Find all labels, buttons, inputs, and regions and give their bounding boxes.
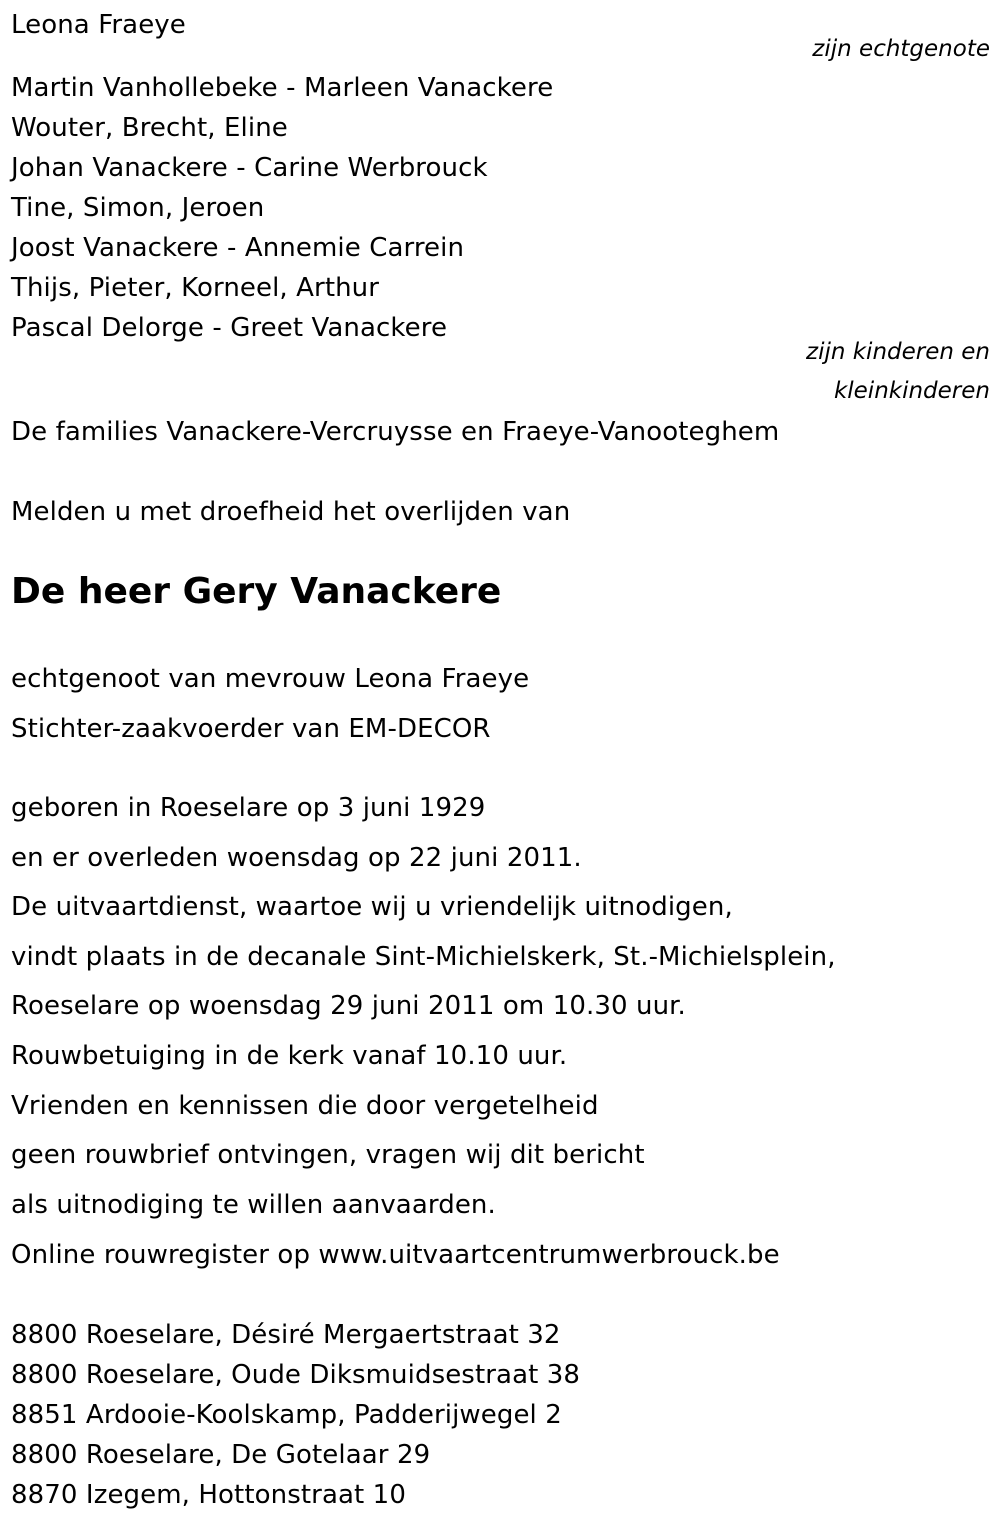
- deceased-name: De heer Gery Vanackere: [11, 571, 502, 612]
- families-line: De families Vanackere-Vercruysse en Fraeye-Vanooteghem: [11, 417, 780, 447]
- announcement-line: Melden u met droefheid het overlijden van: [11, 497, 571, 527]
- detail-line: geen rouwbrief ontvingen, vragen wij dit bericht: [11, 1140, 645, 1170]
- address-line: 8870 Izegem, Hottonstraat 10: [11, 1480, 406, 1510]
- detail-line: De uitvaartdienst, waartoe wij u vriendelijk uitnodigen,: [11, 892, 733, 922]
- children-line: Pascal Delorge - Greet Vanackere: [11, 313, 448, 343]
- spouse-role: zijn echtgenote: [812, 36, 990, 62]
- detail-line: vindt plaats in de decanale Sint-Michielskerk, St.-Michielsplein,: [11, 942, 836, 972]
- detail-line: als uitnodiging te willen aanvaarden.: [11, 1190, 496, 1220]
- spouse-name: Leona Fraeye: [11, 10, 186, 40]
- deceased-occupation: Stichter-zaakvoerder van EM-DECOR: [11, 714, 491, 744]
- children-line: Tine, Simon, Jeroen: [11, 193, 265, 223]
- detail-line: Roeselare op woensdag 29 juni 2011 om 10.30 uur.: [11, 991, 686, 1021]
- address-line: 8800 Roeselare, Oude Diksmuidsestraat 38: [11, 1360, 581, 1390]
- children-line: Thijs, Pieter, Korneel, Arthur: [11, 273, 380, 303]
- children-role-line1: zijn kinderen en: [806, 339, 990, 365]
- address-line: 8800 Roeselare, Désiré Mergaertstraat 32: [11, 1320, 561, 1350]
- detail-line: Online rouwregister op www.uitvaartcentrumwerbrouck.be: [11, 1240, 780, 1270]
- detail-line: Vrienden en kennissen die door vergetelheid: [11, 1091, 599, 1121]
- children-role-line2: kleinkinderen: [833, 378, 990, 404]
- address-line: 8800 Roeselare, De Gotelaar 29: [11, 1440, 431, 1470]
- address-line: 8851 Ardooie-Koolskamp, Padderijwegel 2: [11, 1400, 562, 1430]
- detail-line: en er overleden woensdag op 22 juni 2011.: [11, 843, 582, 873]
- children-line: Wouter, Brecht, Eline: [11, 113, 288, 143]
- children-line: Martin Vanhollebeke - Marleen Vanackere: [11, 73, 554, 103]
- children-line: Johan Vanackere - Carine Werbrouck: [11, 153, 488, 183]
- detail-line: geboren in Roeselare op 3 juni 1929: [11, 793, 486, 823]
- deceased-spouse-line: echtgenoot van mevrouw Leona Fraeye: [11, 664, 530, 694]
- detail-line: Rouwbetuiging in de kerk vanaf 10.10 uur.: [11, 1041, 568, 1071]
- children-line: Joost Vanackere - Annemie Carrein: [11, 233, 465, 263]
